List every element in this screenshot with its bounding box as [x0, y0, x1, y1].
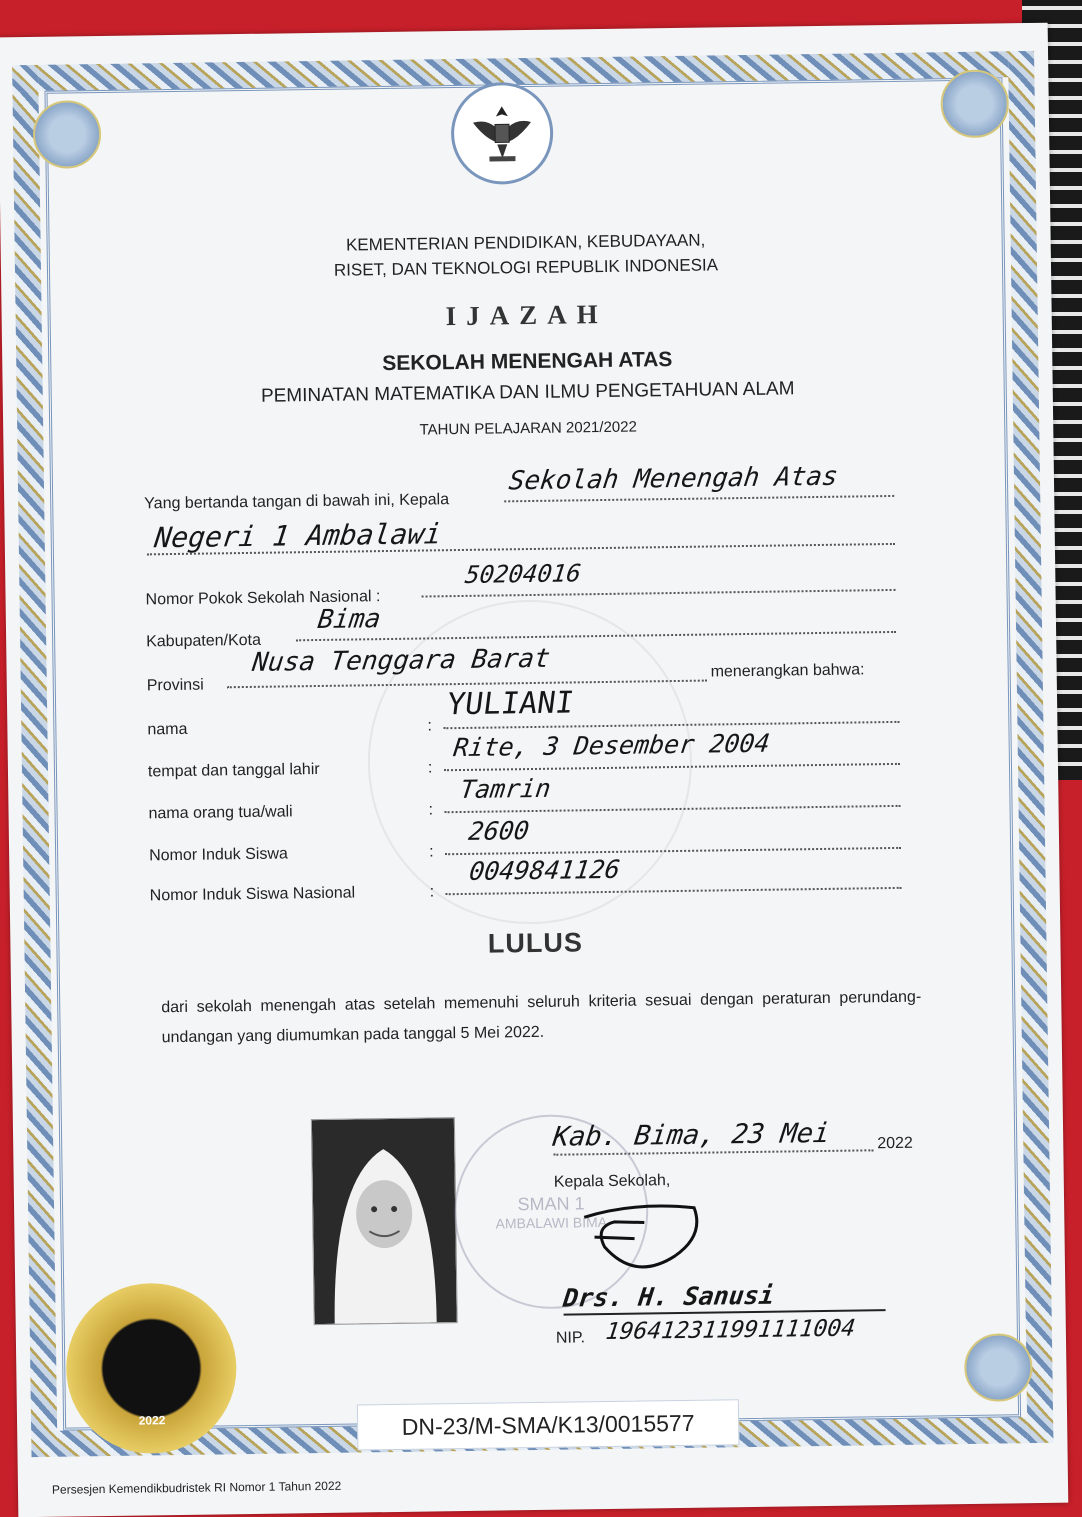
school-level: SEKOLAH MENENGAH ATAS: [382, 348, 673, 376]
document-title: IJAZAH: [445, 298, 608, 332]
ortu-value: Tamrin: [458, 773, 553, 805]
result-paragraph: dari sekolah menengah atas setelah memenuhi seluruh kriteria sesuai dengan peraturan perundang-undangan yang diumumkan pada tanggal 5 Mei 2022.: [161, 988, 922, 1047]
school-name-line-2: Negeri 1 Ambalawi: [152, 517, 444, 555]
npsn-label: Nomor Pokok Sekolah Nasional :: [145, 588, 381, 609]
menerangkan-label: menerangkan bahwa:: [710, 661, 865, 681]
nis-label: Nomor Induk Siswa: [149, 845, 288, 865]
signature-place-date: Kab. Bima, 23 Mei: [551, 1117, 832, 1153]
kabupaten-label: Kabupaten/Kota: [146, 631, 262, 651]
colon: :: [427, 717, 432, 735]
ministry-line-1: KEMENTERIAN PENDIDIKAN, KEBUDAYAAN,: [345, 230, 706, 255]
nip-value: 196412311991111004: [604, 1315, 857, 1346]
signatory-name: Drs. H. Sanusi: [561, 1280, 776, 1313]
provinsi-label: Provinsi: [146, 676, 204, 695]
ttl-label: tempat dan tanggal lahir: [147, 760, 320, 781]
signature-year: 2022: [877, 1134, 913, 1153]
serial-number: DN-23/M-SMA/K13/0015577: [357, 1399, 740, 1450]
nama-value: YULIANI: [444, 685, 576, 723]
peminatan: PEMINATAN MATEMATIKA DAN ILMU PENGETAHUAN ALAM: [260, 378, 795, 407]
nip-label: NIP.: [555, 1329, 586, 1347]
ttl-value: Rite, 3 Desember 2004: [451, 728, 772, 763]
kepala-label: Yang bertanda tangan di bawah ini, Kepala: [144, 491, 450, 513]
colon: :: [428, 801, 434, 819]
student-photo: [311, 1117, 458, 1325]
colon: :: [429, 843, 434, 861]
school-name-line-1: Sekolah Menengah Atas: [507, 461, 840, 497]
certificate-sheet: [0, 23, 1068, 1517]
signature-title: Kepala Sekolah,: [553, 1172, 671, 1191]
handwritten-signature: [574, 1196, 715, 1293]
nama-label: nama: [147, 720, 188, 739]
npsn-value: 50204016: [463, 559, 583, 589]
seal-year: 2022: [138, 1413, 166, 1428]
provinsi-value: Nusa Tenggara Barat: [250, 643, 552, 678]
nisn-label: Nomor Induk Siswa Nasional: [149, 884, 356, 905]
stamp-line-2: AMBALAWI BIMA: [495, 1213, 608, 1232]
stamp-line-1: SMAN 1: [517, 1192, 585, 1214]
ortu-label: nama orang tua/wali: [148, 803, 293, 823]
footer-regulation: Persesjen Kemendikbudristek RI Nomor 1 Tahun 2022: [51, 1478, 342, 1497]
nis-value: 2600: [467, 816, 531, 846]
academic-year: TAHUN PELAJARAN 2021/2022: [419, 418, 637, 439]
kabupaten-value: Bima: [315, 604, 383, 636]
result-status: LULUS: [487, 927, 584, 959]
colon: :: [427, 759, 433, 777]
ministry-line-2: RISET, DAN TEKNOLOGI REPUBLIK INDONESIA: [333, 255, 719, 280]
nisn-value: 0049841126: [467, 854, 622, 886]
colon: :: [429, 883, 435, 901]
